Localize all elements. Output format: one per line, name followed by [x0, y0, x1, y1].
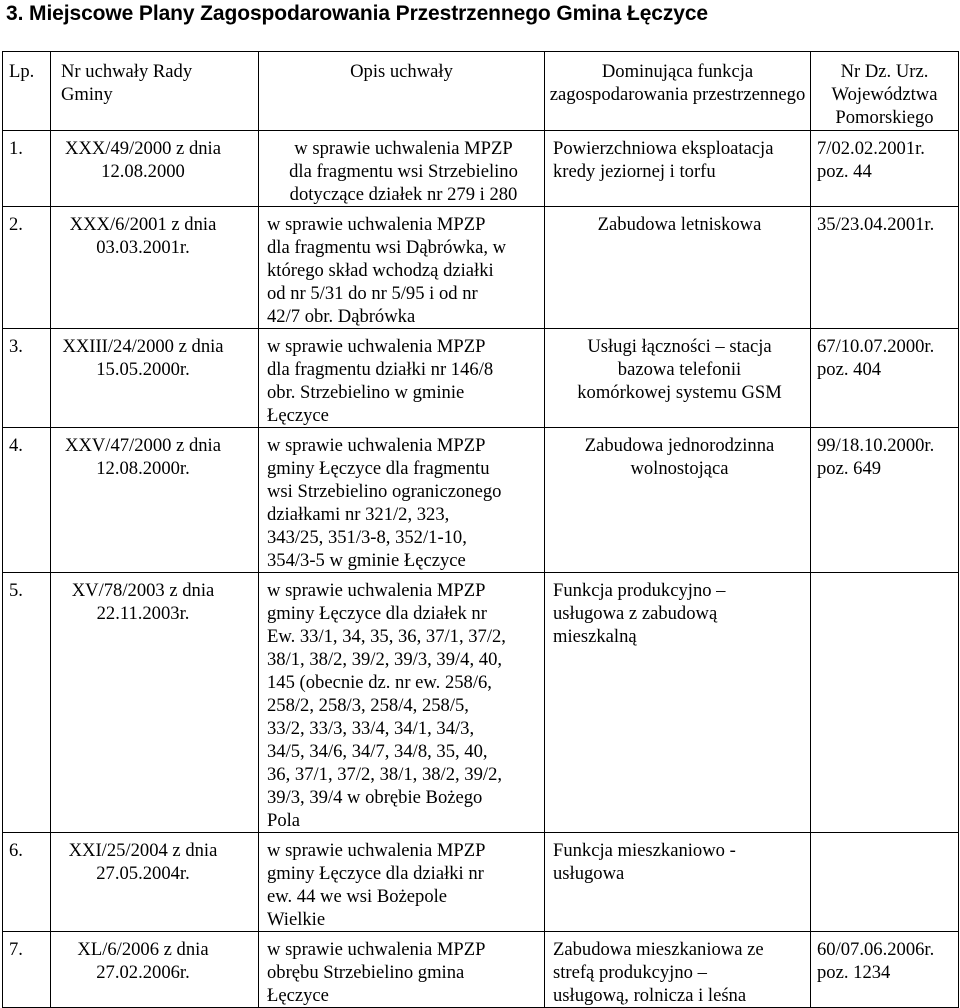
row-lp: 7.: [3, 932, 51, 1008]
row-function: Zabudowa mieszkaniowa ze strefą produkcyjno – usługową, rolnicza i leśna: [545, 932, 811, 1008]
row-journal: 67/10.07.2000r. poz. 404: [811, 329, 959, 428]
table-row: [3, 932, 959, 1008]
row-function: Powierzchniowa eksploatacja kredy jeziornej i torfu: [545, 131, 811, 207]
row-description: w sprawie uchwalenia MPZP dla fragmentu wsi Dąbrówka, w którego skład wchodzą działki od nr 5/31 do nr 5/95 i od nr 42/7 obr. Dąbrówka: [259, 207, 545, 329]
row-description: w sprawie uchwalenia MPZP dla fragmentu działki nr 146/8 obr. Strzebielino w gminie Łęczyce: [259, 329, 545, 428]
row-description: w sprawie uchwalenia MPZP gminy Łęczyce dla fragmentu wsi Strzebielino ograniczonego działkami nr 321/2, 323, 343/25, 351/3-8, 352/1-10, 354/3-5 w gminie Łęczyce: [259, 428, 545, 573]
row-resolution-text: XXX/49/2000 z dnia 12.08.2000: [65, 138, 221, 182]
row-resolution-text: XXI/25/2004 z dnia 27.05.2004r.: [68, 840, 218, 884]
page-heading: 3. Miejscowe Plany Zagospodarowania Przestrzennego Gmina Łęczyce: [6, 2, 708, 25]
row-resolution: [51, 573, 259, 833]
row-function: Zabudowa jednorodzinna wolnostojąca: [545, 428, 811, 573]
table-row: [3, 207, 959, 329]
column-header-description: Opis uchwały: [259, 52, 545, 131]
table-row: [3, 833, 959, 932]
plans-table: [2, 51, 959, 1008]
row-lp: 1.: [3, 131, 51, 207]
row-resolution-text: XV/78/2003 z dnia 22.11.2003r.: [71, 580, 215, 624]
row-description: w sprawie uchwalenia MPZP dla fragmentu wsi Strzebielino dotyczące działek nr 279 i 280: [259, 131, 545, 207]
row-description: w sprawie uchwalenia MPZP gminy Łęczyce dla działek nr Ew. 33/1, 34, 35, 36, 37/1, 37/2, 38/1, 38/2, 39/2, 39/3, 39/4, 40, 145 (obecnie dz. nr ew. 258/6, 258/2, 258/3, 258/4, 258/5, 33/2, 33/3, 33/4, 34/1, 34/3, 34/5, 34/6, 34/7, 34/8, 35, 40, 36, 37/1, 37/2, 38/1, 38/2, 39/2, 39/3, 39/4 w obrębie Bożego Pola: [259, 573, 545, 833]
table-row: [3, 131, 959, 207]
row-journal: [811, 833, 959, 932]
table-row: [3, 428, 959, 573]
row-lp: 4.: [3, 428, 51, 573]
row-resolution: [51, 329, 259, 428]
row-resolution-text: XXV/47/2000 z dnia 12.08.2000r.: [65, 435, 221, 479]
row-resolution: [51, 428, 259, 573]
row-journal: 99/18.10.2000r. poz. 649: [811, 428, 959, 573]
row-function: Zabudowa letniskowa: [545, 207, 811, 329]
row-resolution: [51, 131, 259, 207]
column-header-resolution-text: Nr uchwały Rady Gminy: [61, 61, 193, 105]
row-description: w sprawie uchwalenia MPZP gminy Łęczyce dla działki nr ew. 44 we wsi Bożepole Wielkie: [259, 833, 545, 932]
column-header-function: Dominująca funkcja zagospodarowania przestrzennego: [545, 52, 811, 131]
column-header-lp: Lp.: [3, 52, 51, 131]
row-function: Funkcja produkcyjno – usługowa z zabudową mieszkalną: [545, 573, 811, 833]
table-row: [3, 329, 959, 428]
row-function: Usługi łączności – stacja bazowa telefonii komórkowej systemu GSM: [545, 329, 811, 428]
column-header-journal: Nr Dz. Urz. Województwa Pomorskiego: [811, 52, 959, 131]
table-row: [3, 573, 959, 833]
row-description: w sprawie uchwalenia MPZP obrębu Strzebielino gmina Łęczyce: [259, 932, 545, 1008]
row-resolution-text: XXX/6/2001 z dnia 03.03.2001r.: [69, 214, 217, 258]
row-lp: 5.: [3, 573, 51, 833]
row-function: Funkcja mieszkaniowo - usługowa: [545, 833, 811, 932]
row-resolution-text: XL/6/2006 z dnia 27.02.2006r.: [77, 939, 209, 983]
row-lp: 3.: [3, 329, 51, 428]
row-journal: 60/07.06.2006r. poz. 1234: [811, 932, 959, 1008]
column-header-resolution: [51, 52, 259, 131]
row-resolution: [51, 833, 259, 932]
row-journal: 7/02.02.2001r. poz. 44: [811, 131, 959, 207]
row-resolution-text: XXIII/24/2000 z dnia 15.05.2000r.: [62, 336, 224, 380]
row-lp: 2.: [3, 207, 51, 329]
row-journal: 35/23.04.2001r.: [811, 207, 959, 329]
row-resolution: [51, 207, 259, 329]
row-lp: 6.: [3, 833, 51, 932]
row-journal: [811, 573, 959, 833]
row-resolution: [51, 932, 259, 1008]
table-header-row: [3, 52, 959, 131]
